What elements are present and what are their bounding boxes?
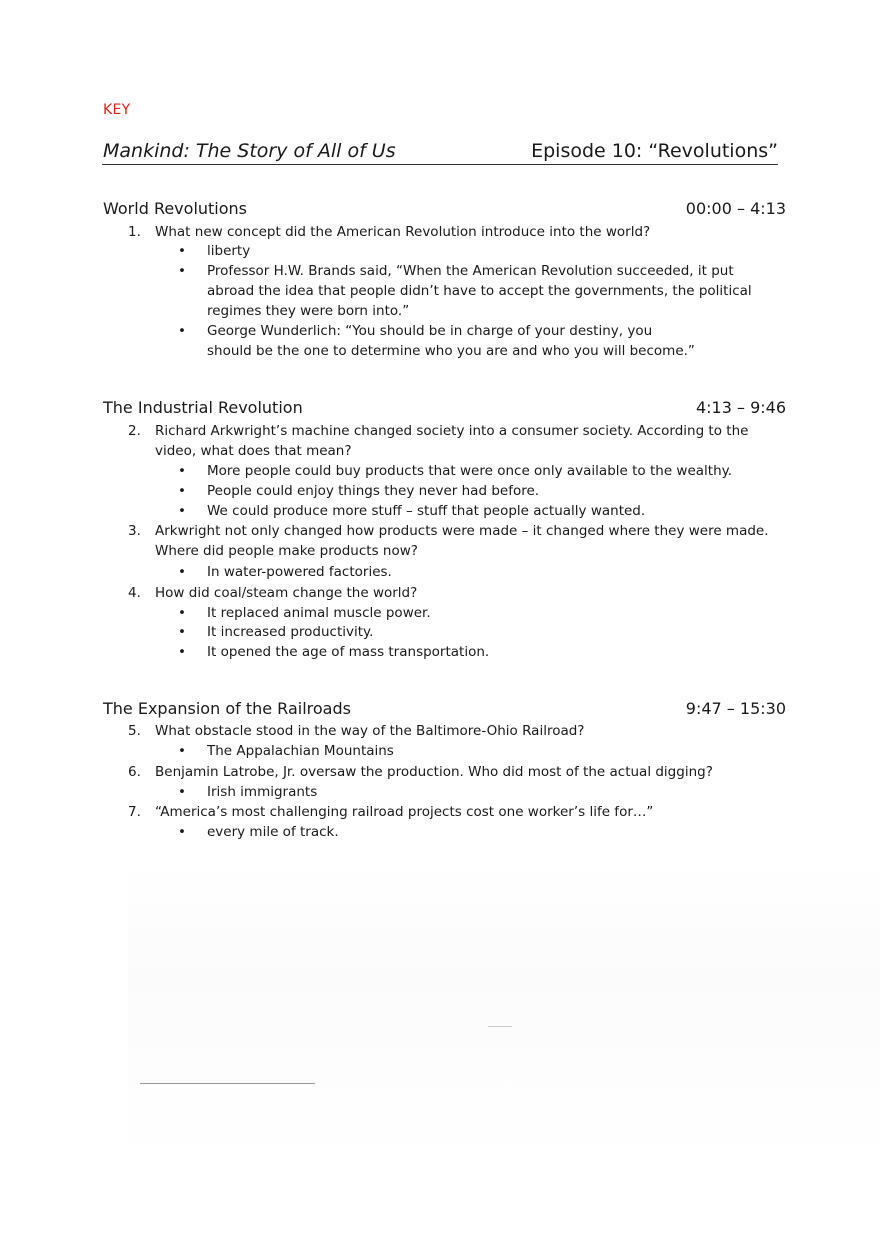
question-item xyxy=(128,721,780,741)
answer-bullet xyxy=(178,741,758,761)
answer-bullet xyxy=(178,461,758,481)
question-item xyxy=(128,583,780,603)
answer-bullet xyxy=(178,562,758,582)
answer-bullet xyxy=(178,261,758,321)
question-number: 5. xyxy=(128,723,141,739)
footnote-divider xyxy=(140,1083,315,1084)
page-background-shade xyxy=(128,858,880,1158)
answer-text: Professor H.W. Brands said, “When the American Revolution succeeded, it put abroad the idea that people didn’t have to accept the governments, the political regimes they were born into.” xyxy=(207,263,752,319)
worksheet-header xyxy=(102,140,778,165)
answer-text: In water-powered factories. xyxy=(207,564,392,580)
question-text: What new concept did the American Revolution introduce into the world? xyxy=(155,224,651,240)
section-title: The Industrial Revolution xyxy=(103,398,303,417)
answer-text: Irish immigrants xyxy=(207,784,318,800)
question-text: Arkwright not only changed how products were made – it changed where they were made. Where did people make products now? xyxy=(155,523,769,559)
question-item xyxy=(128,421,780,461)
answer-text: every mile of track. xyxy=(207,824,339,840)
section-title: The Expansion of the Railroads xyxy=(103,699,351,718)
answer-bullet xyxy=(178,241,758,261)
answer-text: It opened the age of mass transportation. xyxy=(207,644,490,660)
answer-bullet xyxy=(178,822,758,842)
bullet-icon: • xyxy=(178,564,186,580)
bullet-icon: • xyxy=(178,605,186,621)
question-text: “America’s most challenging railroad projects cost one worker’s life for…” xyxy=(155,804,654,820)
episode-title: Episode 10: “Revolutions” xyxy=(531,140,778,162)
bullet-icon: • xyxy=(178,824,186,840)
bullet-icon: • xyxy=(178,624,186,640)
answer-text: It increased productivity. xyxy=(207,624,374,640)
question-item xyxy=(128,222,780,242)
worksheet-title: Mankind: The Story of All of Us xyxy=(103,140,396,162)
answer-bullet xyxy=(178,321,698,361)
section-title: World Revolutions xyxy=(103,199,248,218)
bullet-icon: • xyxy=(178,243,186,259)
answer-text: It replaced animal muscle power. xyxy=(207,605,431,621)
question-number: 2. xyxy=(128,423,141,439)
divider xyxy=(488,1026,512,1027)
question-text: How did coal/steam change the world? xyxy=(155,585,418,601)
section-timestamp: 4:13 – 9:46 xyxy=(695,398,786,417)
answer-text: liberty xyxy=(207,243,251,259)
answer-text: People could enjoy things they never had before. xyxy=(207,483,540,499)
bullet-icon: • xyxy=(178,784,186,800)
question-item xyxy=(128,802,780,822)
bullet-icon: • xyxy=(178,503,186,519)
answer-bullet xyxy=(178,642,758,662)
answer-bullet xyxy=(178,481,758,501)
bullet-icon: • xyxy=(178,483,186,499)
answer-bullet xyxy=(178,603,758,623)
question-item xyxy=(128,762,780,782)
question-text: Benjamin Latrobe, Jr. oversaw the production. Who did most of the actual digging? xyxy=(155,764,713,780)
section-timestamp: 9:47 – 15:30 xyxy=(685,699,786,718)
question-text: Richard Arkwright’s machine changed society into a consumer society. According to the video, what does that mean? xyxy=(155,423,749,459)
question-item xyxy=(128,521,780,561)
bullet-icon: • xyxy=(178,263,186,279)
answer-text: We could produce more stuff – stuff that people actually wanted. xyxy=(207,503,646,519)
question-number: 4. xyxy=(128,585,141,601)
question-text: What obstacle stood in the way of the Baltimore-Ohio Railroad? xyxy=(155,723,585,739)
answer-bullet xyxy=(178,622,758,642)
section-timestamp: 00:00 – 4:13 xyxy=(685,199,786,218)
answer-bullet xyxy=(178,501,758,521)
bullet-icon: • xyxy=(178,463,186,479)
question-number: 3. xyxy=(128,523,141,539)
bullet-icon: • xyxy=(178,743,186,759)
bullet-icon: • xyxy=(178,644,186,660)
answer-text: More people could buy products that were once only available to the wealthy. xyxy=(207,463,732,479)
answer-text: The Appalachian Mountains xyxy=(207,743,394,759)
answer-bullet xyxy=(178,782,758,802)
answer-key-label: KEY xyxy=(103,102,131,118)
question-number: 6. xyxy=(128,764,141,780)
bullet-icon: • xyxy=(178,323,186,339)
question-number: 7. xyxy=(128,804,141,820)
question-number: 1. xyxy=(128,224,141,240)
answer-text: George Wunderlich: “You should be in charge of your destiny, you should be the one to determine who you are and who you will become.” xyxy=(207,323,695,359)
